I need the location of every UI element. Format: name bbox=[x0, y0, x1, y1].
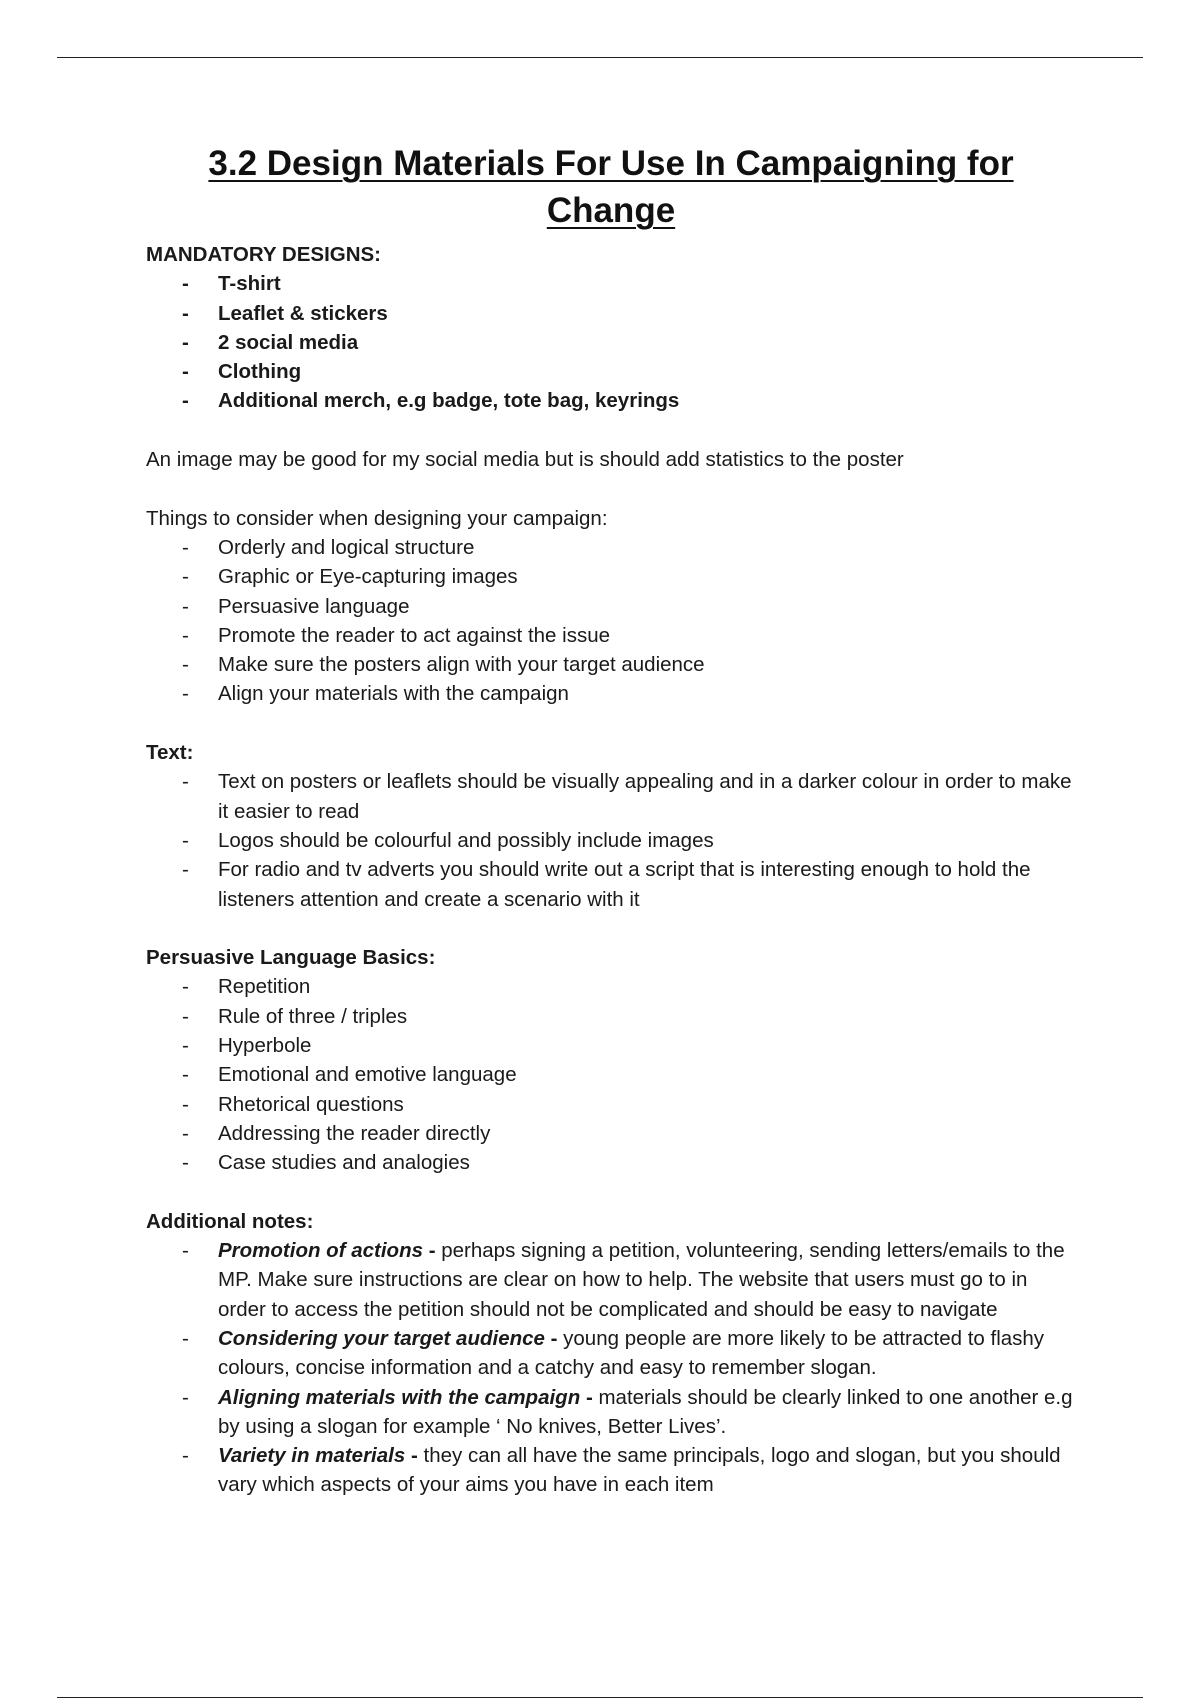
list-item: - Emotional and emotive language bbox=[146, 1060, 1076, 1089]
dash-bullet-icon: - bbox=[182, 770, 189, 794]
dash-bullet-icon: - bbox=[182, 1121, 189, 1145]
list-item: - Rule of three / triples bbox=[146, 1002, 1076, 1031]
dash-bullet-icon: - bbox=[182, 682, 189, 706]
dash-bullet-icon: - bbox=[182, 828, 189, 852]
note-text: they can all have the same principals, logo and slogan, but you should vary which aspects of your aims you have in each item bbox=[218, 1444, 1061, 1497]
list-item: - Additional merch, e.g badge, tote bag, keyrings bbox=[146, 386, 1076, 415]
persuasive-heading: Persuasive Language Basics: bbox=[146, 946, 436, 970]
list-item: - Orderly and logical structure bbox=[146, 533, 1076, 562]
dash-bullet-icon: - bbox=[182, 1004, 189, 1028]
dash-bullet-icon: - bbox=[182, 1239, 189, 1263]
consider-heading: Things to consider when designing your campaign: bbox=[146, 506, 608, 530]
mandatory-list bbox=[146, 269, 1076, 415]
dash-bullet-icon: - bbox=[182, 858, 189, 882]
list-item: - T-shirt bbox=[146, 269, 1076, 298]
list-item: - For radio and tv adverts you should write out a script that is interesting enough to hold the listeners attention and create a scenario with it bbox=[146, 855, 1076, 914]
text-heading: Text: bbox=[146, 741, 194, 765]
note-text: young people are more likely to be attracted to flashy colours, concise information and a catchy and easy to remember slogan. bbox=[218, 1326, 1045, 1380]
note-term: Considering your target audience bbox=[218, 1326, 545, 1350]
text-list bbox=[146, 767, 1076, 913]
persuasive-list bbox=[146, 972, 1076, 1177]
list-item: - Make sure the posters align with your target audience bbox=[146, 650, 1076, 679]
dash-bullet-icon: - bbox=[182, 1092, 189, 1116]
page-title: 3.2 Design Materials For Use In Campaigning for Change bbox=[208, 144, 1014, 230]
dash-bullet-icon: - bbox=[182, 301, 189, 325]
list-item: - Aligning materials with the campaign - materials should be clearly linked to one another e.g by using a slogan for example ‘ No knives, Better Lives’. bbox=[146, 1383, 1076, 1442]
note-text: materials should be clearly linked to one another e.g by using a slogan for example ‘ No knives, Better Lives’. bbox=[218, 1385, 1073, 1438]
list-item: - Logos should be colourful and possibly include images bbox=[146, 826, 1076, 855]
list-item: - Persuasive language bbox=[146, 592, 1076, 621]
dash-bullet-icon: - bbox=[182, 1034, 189, 1058]
dash-bullet-icon: - bbox=[182, 360, 189, 384]
header-rule bbox=[57, 57, 1143, 58]
list-item: - Rhetorical questions bbox=[146, 1090, 1076, 1119]
dash-bullet-icon: - bbox=[182, 1385, 189, 1409]
list-item: - Variety in materials - they can all have the same principals, logo and slogan, but you should vary which aspects of your aims you have in each item bbox=[146, 1441, 1076, 1500]
dash-bullet-icon: - bbox=[182, 1444, 189, 1468]
dash-bullet-icon: - bbox=[182, 653, 189, 677]
note-text: perhaps signing a petition, volunteering, sending letters/emails to the MP. Make sure instructions are clear on how to help. The website that users must go to in order to access the petition should not be complicated and should be easy to navigate bbox=[218, 1239, 1065, 1321]
dash-bullet-icon: - bbox=[182, 389, 189, 413]
dash-bullet-icon: - bbox=[182, 1151, 189, 1175]
list-item: - Promote the reader to act against the issue bbox=[146, 621, 1076, 650]
additional-heading: Additional notes: bbox=[146, 1209, 314, 1233]
dash-bullet-icon: - bbox=[182, 623, 189, 647]
image-note: An image may be good for my social media but is should add statistics to the poster bbox=[146, 448, 904, 472]
footer-rule bbox=[57, 1697, 1143, 1698]
note-term: Aligning materials with the campaign bbox=[218, 1385, 581, 1409]
dash-bullet-icon: - bbox=[182, 535, 189, 559]
list-item: - Hyperbole bbox=[146, 1031, 1076, 1060]
dash-bullet-icon: - bbox=[182, 565, 189, 589]
consider-list bbox=[146, 533, 1076, 709]
list-item: - Graphic or Eye-capturing images bbox=[146, 562, 1076, 591]
note-term: Variety in materials bbox=[218, 1444, 406, 1468]
document-body bbox=[146, 140, 1076, 1500]
dash-bullet-icon: - bbox=[182, 594, 189, 618]
list-item: - Promotion of actions - perhaps signing a petition, volunteering, sending letters/emails to the MP. Make sure instructions are clear on how to help. The website that users must go to in order to access the petition should not be complicated and should be easy to navigate bbox=[146, 1236, 1076, 1324]
list-item: - Case studies and analogies bbox=[146, 1148, 1076, 1177]
note-term: Promotion of actions bbox=[218, 1239, 423, 1263]
dash-bullet-icon: - bbox=[182, 1063, 189, 1087]
dash-bullet-icon: - bbox=[182, 975, 189, 999]
list-item: - Considering your target audience - young people are more likely to be attracted to flashy colours, concise information and a catchy and easy to remember slogan. bbox=[146, 1324, 1076, 1383]
list-item: - Addressing the reader directly bbox=[146, 1119, 1076, 1148]
additional-list bbox=[146, 1236, 1076, 1500]
dash-bullet-icon: - bbox=[182, 330, 189, 354]
list-item: - Leaflet & stickers bbox=[146, 299, 1076, 328]
list-item: - Repetition bbox=[146, 972, 1076, 1001]
dash-bullet-icon: - bbox=[182, 272, 189, 296]
list-item: - Clothing bbox=[146, 357, 1076, 386]
dash-bullet-icon: - bbox=[182, 1326, 189, 1350]
list-item: - Align your materials with the campaign bbox=[146, 679, 1076, 708]
mandatory-heading: MANDATORY DESIGNS: bbox=[146, 243, 382, 266]
list-item: - Text on posters or leaflets should be visually appealing and in a darker colour in order to make it easier to read bbox=[146, 767, 1076, 826]
list-item: - 2 social media bbox=[146, 328, 1076, 357]
